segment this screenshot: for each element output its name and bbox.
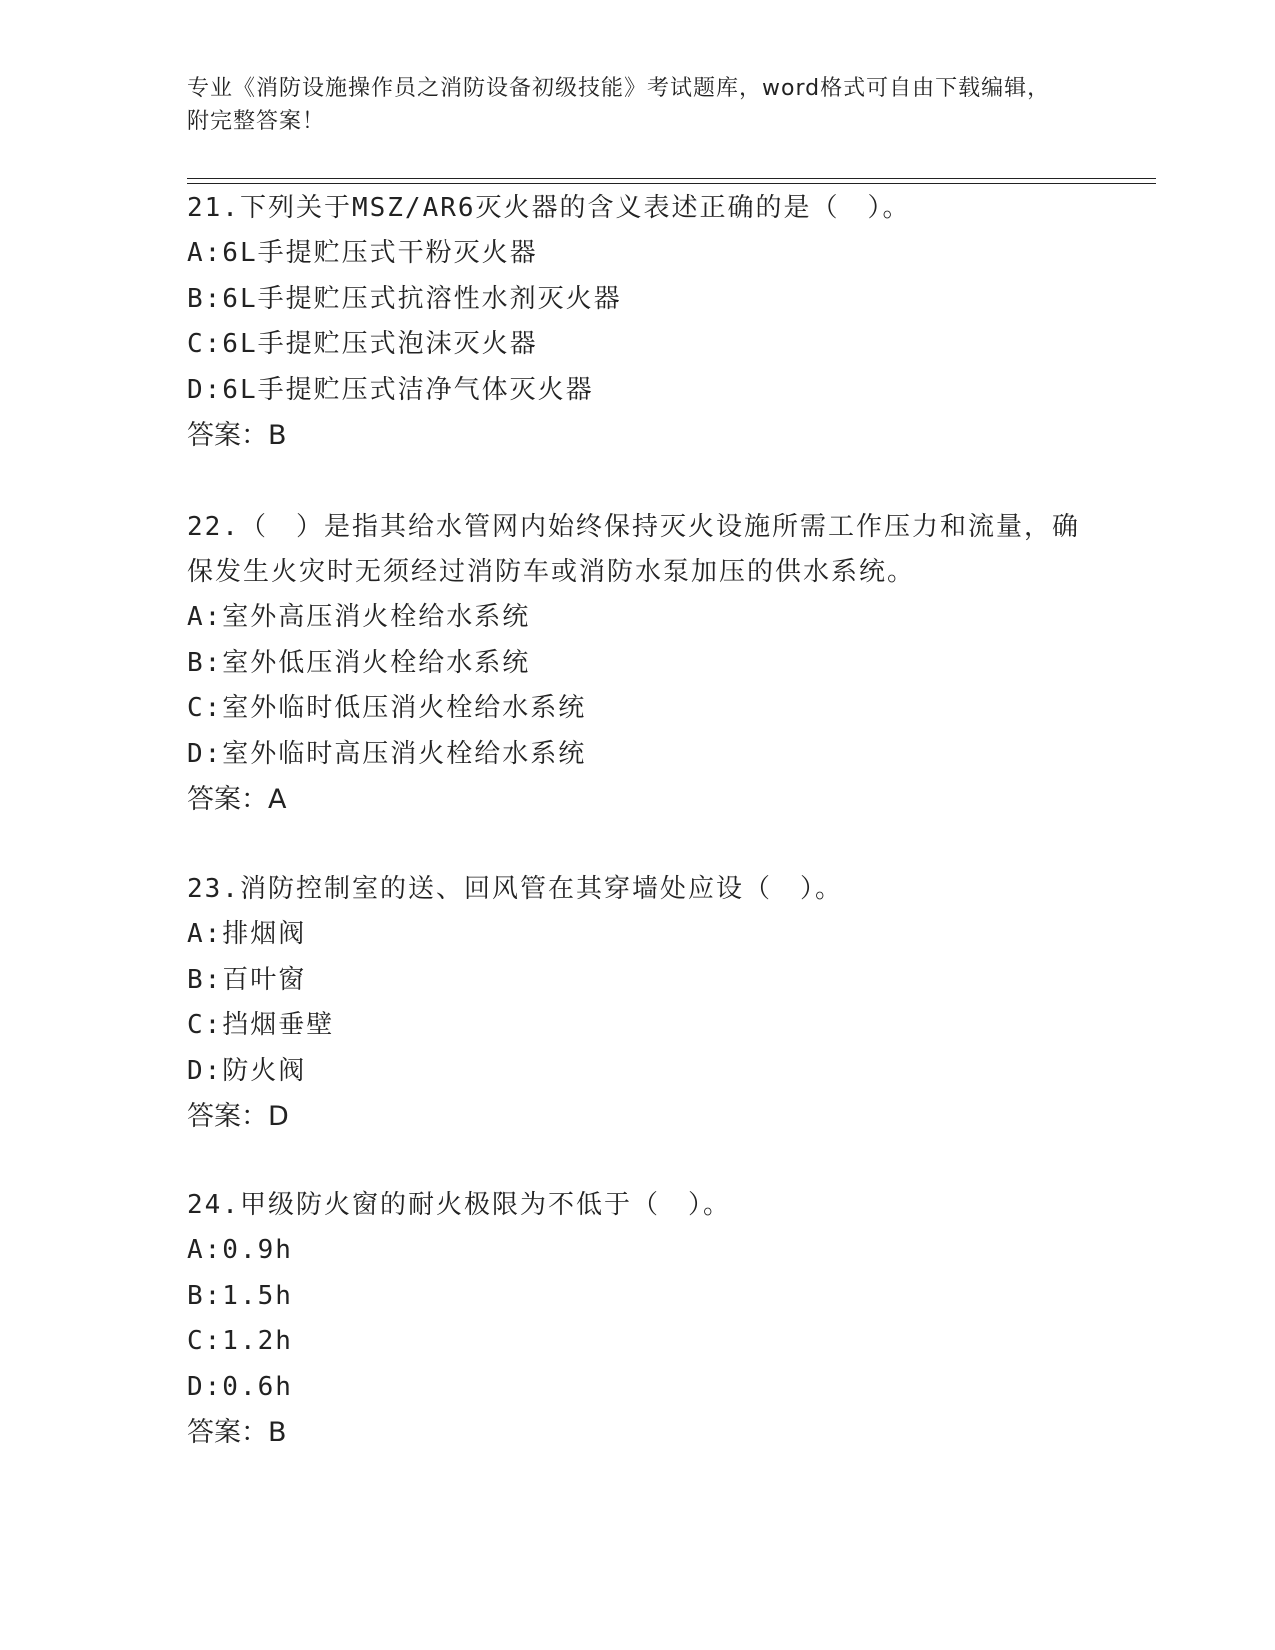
header-divider-bottom <box>187 183 1156 184</box>
answer: 答案：B <box>187 1417 287 1448</box>
option-b: B:百叶窗 <box>187 964 307 995</box>
option-c: C:室外临时低压消火栓给水系统 <box>187 693 587 723</box>
question-21 <box>187 186 1087 458</box>
option-b: B:6L手提贮压式抗溶性水剂灭火器 <box>187 283 622 314</box>
question-22 <box>187 505 1087 822</box>
option-d: D:6L手提贮压式洁净气体灭火器 <box>187 374 594 405</box>
option-a: A:室外高压消火栓给水系统 <box>187 602 531 632</box>
option-c: C:1.2h <box>187 1326 293 1356</box>
option-a: A:6L手提贮压式干粉灭火器 <box>187 238 538 268</box>
document-intro: 专业《消防设施操作员之消防设备初级技能》考试题库，word格式可自由下载编辑，附完整答案！ <box>187 76 1051 134</box>
answer: 答案：A <box>187 784 287 815</box>
question-24 <box>187 1183 1087 1455</box>
option-c: C:挡烟垂壁 <box>187 1010 335 1040</box>
header-divider-top <box>187 178 1156 179</box>
answer: 答案：D <box>187 1101 289 1132</box>
question-text: 23.消防控制室的送、回风管在其穿墙处应设（ ）。 <box>187 874 843 904</box>
question-text: 24.甲级防火窗的耐火极限为不低于（ ）。 <box>187 1190 731 1220</box>
option-b: B:1.5h <box>187 1280 293 1311</box>
option-a: A:排烟阀 <box>187 919 307 949</box>
option-d: D:防火阀 <box>187 1055 307 1086</box>
option-c: C:6L手提贮压式泡沫灭火器 <box>187 329 538 359</box>
answer: 答案：B <box>187 420 287 451</box>
question-text: 21.下列关于MSZ/AR6灭火器的含义表述正确的是（ ）。 <box>187 193 911 223</box>
option-a: A:0.9h <box>187 1235 293 1265</box>
option-b: B:室外低压消火栓给水系统 <box>187 647 531 678</box>
option-d: D:室外临时高压消火栓给水系统 <box>187 738 587 769</box>
question-23 <box>187 867 1087 1139</box>
option-d: D:0.6h <box>187 1371 293 1402</box>
question-text: 22.（ ）是指其给水管网内始终保持灭火设施所需工作压力和流量，确保发生火灾时无须经过消防车或消防水泵加压的供水系统。 <box>187 512 1080 587</box>
